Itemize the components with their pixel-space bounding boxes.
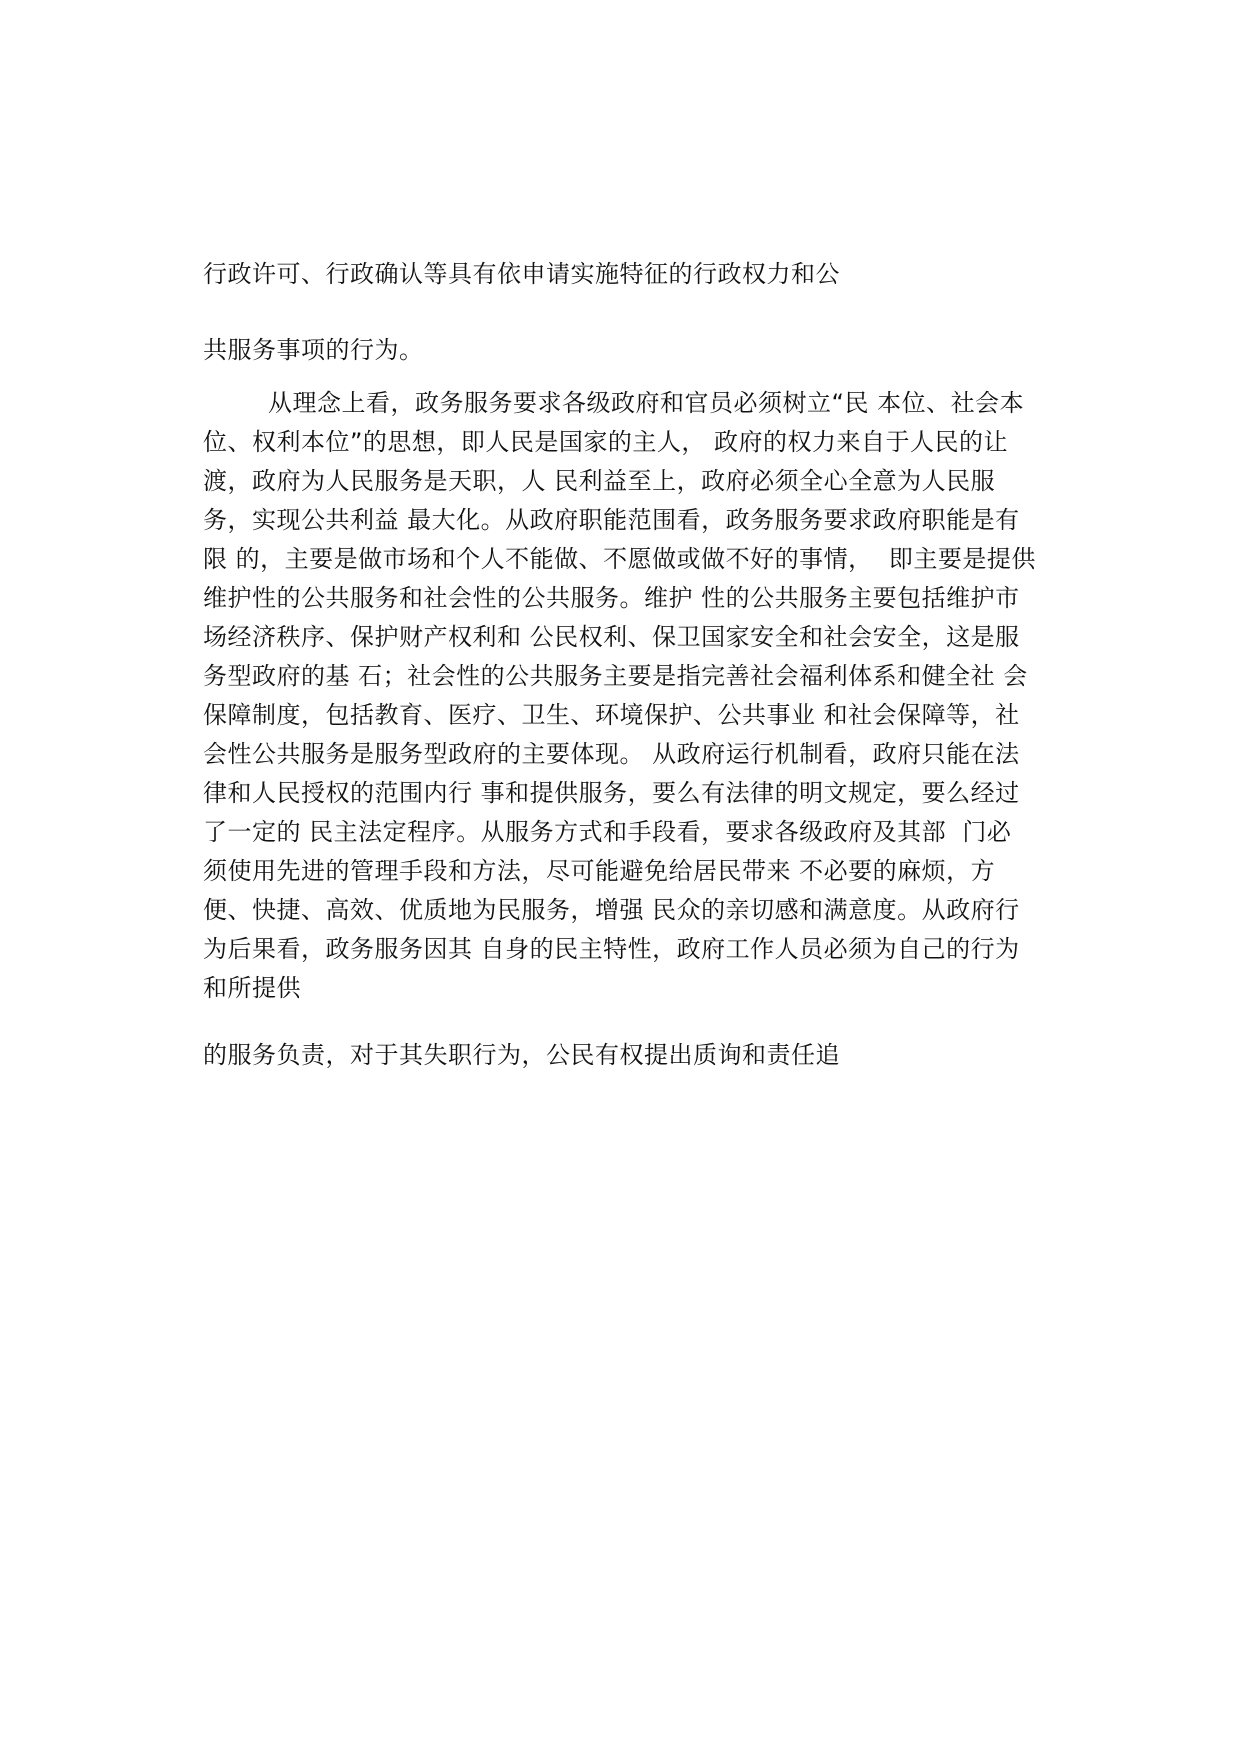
text-line: 务，实现公共利益 最大化。从政府职能范围看，政务服务要求政府职能是有 [203, 506, 1020, 534]
text-line: 和所提供 [203, 974, 301, 1002]
text-line: 的服务负责，对于其失职行为，公民有权提出质询和责任追 [203, 1041, 840, 1069]
text-line: 律和人民授权的范围内行 事和提供服务，要么有法律的明文规定，要么经过 [203, 779, 1020, 807]
text-line: 便、快捷、高效、优质地为民服务，增强 民众的亲切感和满意度。从政府行 [203, 896, 1020, 924]
text-line: 共服务事项的行为。 [203, 336, 424, 364]
text-line: 保障制度，包括教育、医疗、卫生、环境保护、公共事业 和社会保障等，社 [203, 701, 1020, 729]
text-line: 从理念上看，政务服务要求各级政府和官员必须树立“民 本位、社会本 [203, 389, 1025, 417]
text-line: 会性公共服务是服务型政府的主要体现。 从政府运行机制看，政府只能在法 [203, 740, 1020, 768]
text-line: 行政许可、行政确认等具有依申请实施特征的行政权力和公 [203, 260, 840, 288]
text-line: 渡，政府为人民服务是天职，人 民利益至上，政府必须全心全意为人民服 [203, 467, 996, 495]
text-line: 务型政府的基 石；社会性的公共服务主要是指完善社会福利体系和健全社 会 [203, 662, 1028, 690]
text-line: 位、权利本位”的思想，即人民是国家的主人， 政府的权力来自于人民的让 [203, 428, 1009, 456]
text-line: 限 的，主要是做市场和个人不能做、不愿做或做不好的事情， 即主要是提供 [203, 545, 1036, 573]
text-line: 维护性的公共服务和社会性的公共服务。维护 性的公共服务主要包括维护市 [203, 584, 1020, 612]
text-line: 了一定的 民主法定程序。从服务方式和手段看，要求各级政府及其部 门必 [203, 818, 1012, 846]
text-line: 为后果看，政务服务因其 自身的民主特性，政府工作人员必须为自己的行为 [203, 935, 1020, 963]
text-line: 须使用先进的管理手段和方法，尽可能避免给居民带来 不必要的麻烦，方 [203, 857, 996, 885]
text-line: 场经济秩序、保护财产权利和 公民权利、保卫国家安全和社会安全，这是服 [203, 623, 1020, 651]
